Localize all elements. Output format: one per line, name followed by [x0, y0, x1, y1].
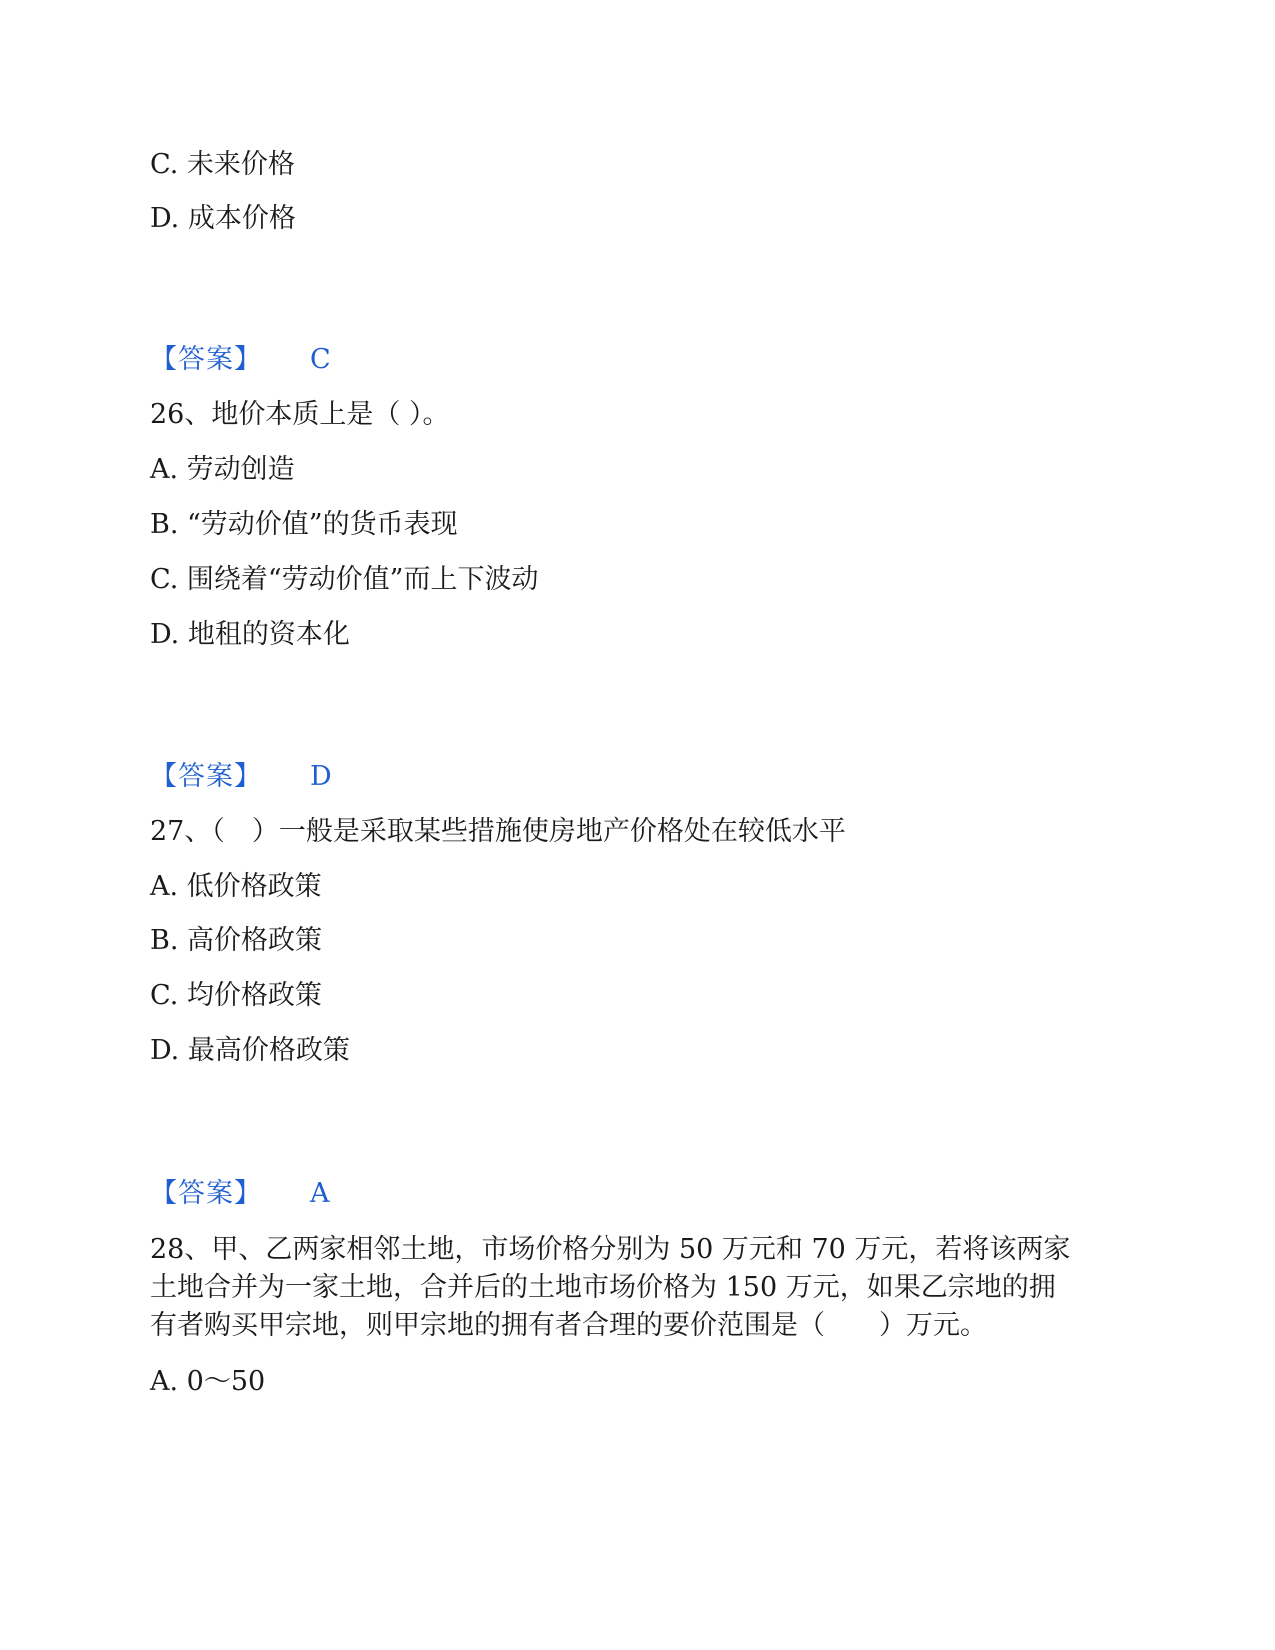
- q26-option-b: B. “劳动价值”的货币表现: [150, 509, 458, 540]
- answer-value: A: [310, 1178, 330, 1209]
- q27-option-b: B. 高价格政策: [150, 925, 323, 956]
- q28-stem-line: 土地合并为一家土地，合并后的土地市场价格为 150 万元，如果乙宗地的拥: [150, 1272, 1056, 1303]
- answer-value: C: [310, 344, 331, 375]
- q27-option-c: C. 均价格政策: [150, 980, 322, 1011]
- q27-answer: [150, 1177, 330, 1211]
- q27-option-d: D. 最高价格政策: [150, 1035, 350, 1066]
- q27-option-a: A. 低价格政策: [150, 871, 322, 902]
- q26-stem: 26、地价本质上是（ ）。: [150, 399, 450, 430]
- q25-answer: [150, 343, 331, 377]
- q28-stem: [150, 1231, 1125, 1345]
- q26-option-d: D. 地租的资本化: [150, 619, 350, 650]
- q28-stem-line: 28、甲、乙两家相邻土地，市场价格分别为 50 万元和 70 万元，若将该两家: [150, 1234, 1071, 1265]
- q26-option-c: C. 围绕着“劳动价值”而上下波动: [150, 564, 539, 595]
- answer-label: 【答案】: [150, 761, 262, 792]
- q28-stem-line: 有者购买甲宗地，则甲宗地的拥有者合理的要价范围是（ ）万元。: [150, 1310, 987, 1341]
- answer-value: D: [310, 761, 332, 792]
- q25-option-d: D. 成本价格: [150, 203, 296, 234]
- q26-option-a: A. 劳动创造: [150, 454, 295, 485]
- answer-label: 【答案】: [150, 344, 262, 375]
- q28-option-a: A. 0～50: [150, 1366, 266, 1397]
- q27-stem: 27、（ ）一般是采取某些措施使房地产价格处在较低水平: [150, 816, 846, 847]
- q26-answer: [150, 760, 332, 794]
- q25-option-c: C. 未来价格: [150, 149, 295, 180]
- answer-label: 【答案】: [150, 1178, 262, 1209]
